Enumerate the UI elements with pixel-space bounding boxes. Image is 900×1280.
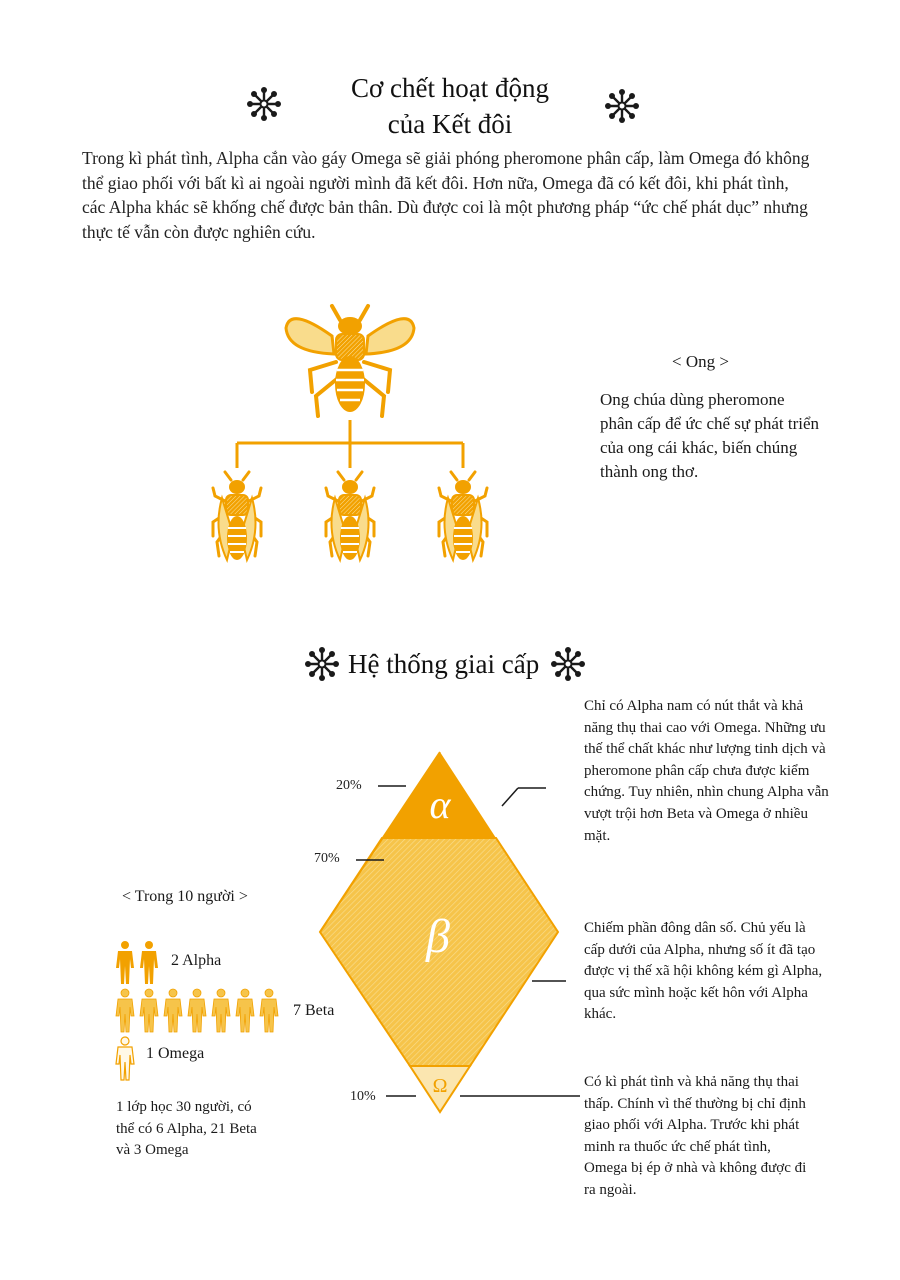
bee-description: Ong chúa dùng pheromone phân cấp để ức chế sự phát triển của ong cái khác, biến chúng thành ong thơ. xyxy=(600,390,820,481)
page-title xyxy=(300,70,600,142)
people-heading: < Trong 10 người > xyxy=(122,888,248,905)
worker-bee-icon-3 xyxy=(439,472,487,560)
worker-bee-icon-1 xyxy=(213,472,261,560)
beta-percent: 70% xyxy=(314,851,340,866)
alpha-percent: 20% xyxy=(336,778,362,793)
alpha-description: Chỉ có Alpha nam có nút thắt và khả năng thụ thai cao với Omega. Những ưu thế thể chất khác như lượng tinh dịch và pheromone phân cấp chưa được kiểm chứng. Tuy nhiên, nhìn chung Alpha vẫn vượt trội hơn Beta và Omega ở nhiều mặt. xyxy=(584,698,829,844)
queen-bee-icon xyxy=(286,306,414,416)
beta-count-label: 7 Beta xyxy=(293,1002,335,1019)
worker-bee-icon-2 xyxy=(326,472,374,560)
caste-diamond-diagram xyxy=(300,740,600,1130)
alpha-count-label: 2 Alpha xyxy=(171,952,222,969)
omega-people-icon xyxy=(112,1034,140,1082)
beta-people-icons xyxy=(112,986,284,1034)
omega-description: Có kì phát tình và khả năng thụ thai thấp. Chính vì thế thường bị chỉ định giao phối với Alpha. Trước khi phát minh ra thuốc ức chế phát tình, Omega bị ép ở nhà và không được đi ra ngoài. xyxy=(584,1074,807,1198)
bee-caption xyxy=(600,350,820,484)
asterisk-icon-left xyxy=(246,86,282,122)
bee-hierarchy-diagram xyxy=(200,300,500,570)
omega-percent: 10% xyxy=(350,1089,376,1104)
omega-count-label: 1 Omega xyxy=(146,1045,205,1062)
title-line-1: Cơ chết hoạt động xyxy=(351,73,549,103)
omega-symbol: Ω xyxy=(432,1075,448,1097)
asterisk-icon-left-2 xyxy=(304,646,340,682)
beta-symbol: β xyxy=(426,910,450,963)
bee-heading: < Ong > xyxy=(672,352,729,371)
asterisk-icon-right-2 xyxy=(550,646,586,682)
caste-system-title: Hệ thống giai cấp xyxy=(348,649,540,679)
intro-paragraph: Trong kì phát tình, Alpha cắn vào gáy Omega sẽ giải phóng pheromone phân cấp, làm Omega đó không thể giao phối với bất kì ai ngoài người mình đã kết đôi. Hơn nữa, Omega đã có kết đôi, khi phát tình, các Alpha khác sẽ khống chế được bản thân. Dù được coi là một phương pháp “ức chế phát dục” nhưng thực tế vẫn còn được nghiên cứu. xyxy=(82,148,810,242)
asterisk-icon-right xyxy=(604,88,640,124)
class-note: 1 lớp học 30 người, có thể có 6 Alpha, 21 Beta và 3 Omega xyxy=(116,1099,257,1158)
beta-description: Chiếm phần đông dân số. Chủ yếu là cấp dưới của Alpha, nhưng số ít đã tạo được vị thế xã hội không kém gì Alpha, qua sức mình hoặc kết hôn với Alpha khác. xyxy=(584,920,823,1023)
alpha-symbol: α xyxy=(429,782,451,827)
hierarchy-connector-lines xyxy=(237,420,463,468)
alpha-people-icons xyxy=(112,938,164,986)
title-line-2: của Kết đôi xyxy=(387,109,513,139)
